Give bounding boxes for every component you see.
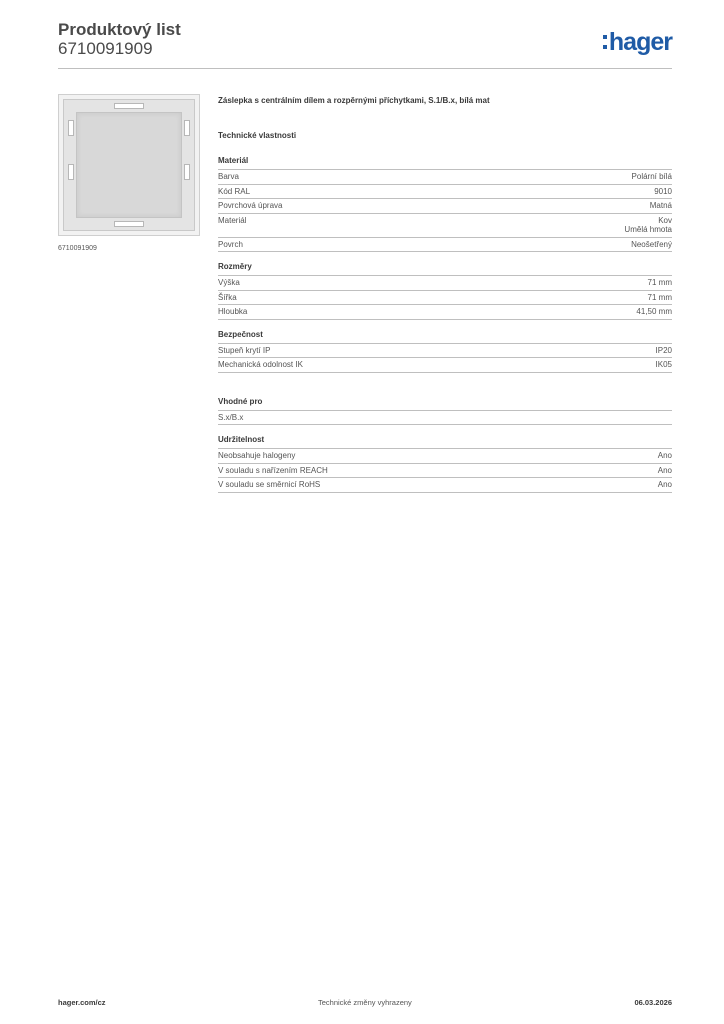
spec-value: IK05 (655, 360, 672, 369)
image-caption: 6710091909 (58, 245, 97, 252)
group-title: Bezpečnost (218, 330, 672, 344)
spec-label: Materiál (218, 215, 247, 225)
spec-value: Kov (658, 215, 672, 225)
spec-content (218, 96, 672, 503)
product-name: Záslepka s centrálním dílem a rozpěrnými příchytkami, S.1/B.x, bílá mat (218, 96, 490, 105)
section-title: Technické vlastnosti (218, 131, 297, 140)
logo-dots-icon (603, 35, 607, 49)
spec-value: 9010 (654, 186, 672, 196)
spec-group-suitable-for (218, 397, 672, 426)
spec-value: 71 mm (647, 278, 672, 287)
spec-row (218, 214, 672, 238)
product-image (58, 94, 200, 236)
mounting-frame (63, 99, 195, 231)
spec-row (218, 276, 672, 291)
spec-value: Umělá hmota (624, 225, 672, 234)
spacer (218, 383, 672, 397)
spec-label: Mechanická odolnost IK (218, 360, 303, 369)
spec-label: Stupeň krytí IP (218, 345, 271, 355)
spec-label: Neobsahuje halogeny (218, 451, 296, 460)
footer-note: Technické změny vyhrazeny (318, 998, 412, 1007)
spec-value: Ano (657, 451, 672, 460)
product-number: 6710091909 (58, 39, 153, 58)
spec-row (218, 170, 672, 185)
frame-slot (184, 164, 190, 180)
spec-label: Barva (218, 172, 239, 181)
spec-row (218, 358, 672, 373)
spec-row (218, 291, 672, 306)
group-title: Vhodné pro (218, 397, 672, 411)
spec-label: V souladu s nařízením REACH (218, 465, 328, 475)
page-footer (58, 998, 672, 1010)
spec-value: Polární bílá (631, 172, 672, 181)
spec-row (218, 449, 672, 464)
spec-value: Neošetřený (631, 239, 672, 249)
frame-slot (184, 120, 190, 136)
spec-row (218, 305, 672, 320)
spec-label: Povrchová úprava (218, 201, 283, 210)
group-title: Rozměry (218, 262, 672, 276)
spec-label: Výška (218, 278, 240, 287)
spec-value: 71 mm (647, 292, 672, 302)
spec-value-multi (624, 216, 672, 235)
footer-date: 06.03.2026 (634, 998, 672, 1007)
spec-label: Šířka (218, 292, 237, 302)
spec-row (218, 464, 672, 479)
spec-value: 41,50 mm (636, 307, 672, 316)
spec-row (218, 185, 672, 200)
spec-value: Ano (657, 465, 672, 475)
group-title: Udržitelnost (218, 435, 672, 449)
spec-value: Matná (649, 201, 672, 210)
spec-row (218, 238, 672, 253)
spec-label: V souladu se směrnicí RoHS (218, 480, 321, 489)
group-title: Materiál (218, 156, 672, 170)
hager-logo (603, 30, 672, 54)
spec-label: Hloubka (218, 307, 248, 316)
spec-label: Kód RAL (218, 186, 251, 196)
spec-label: S.x/B.x (218, 412, 244, 422)
spec-value: Ano (657, 480, 672, 489)
spec-row (218, 199, 672, 214)
page-header (58, 20, 672, 68)
frame-slot (114, 103, 144, 109)
spec-group-dimensions (218, 262, 672, 320)
page-title: Produktový list (58, 20, 181, 39)
frame-slot (68, 120, 74, 136)
frame-slot (68, 164, 74, 180)
frame-slot (114, 221, 144, 227)
spec-group-safety (218, 330, 672, 373)
spec-row (218, 411, 672, 426)
logo-text: hager (608, 28, 672, 56)
spec-value: IP20 (655, 345, 672, 355)
spec-group-material (218, 156, 672, 252)
spec-label: Povrch (218, 239, 243, 249)
spec-row (218, 478, 672, 493)
spec-row (218, 344, 672, 359)
spec-group-sustainability (218, 435, 672, 493)
header-divider (58, 68, 672, 69)
cover-plate (76, 112, 182, 218)
footer-website-link[interactable]: hager.com/cz (58, 998, 106, 1007)
